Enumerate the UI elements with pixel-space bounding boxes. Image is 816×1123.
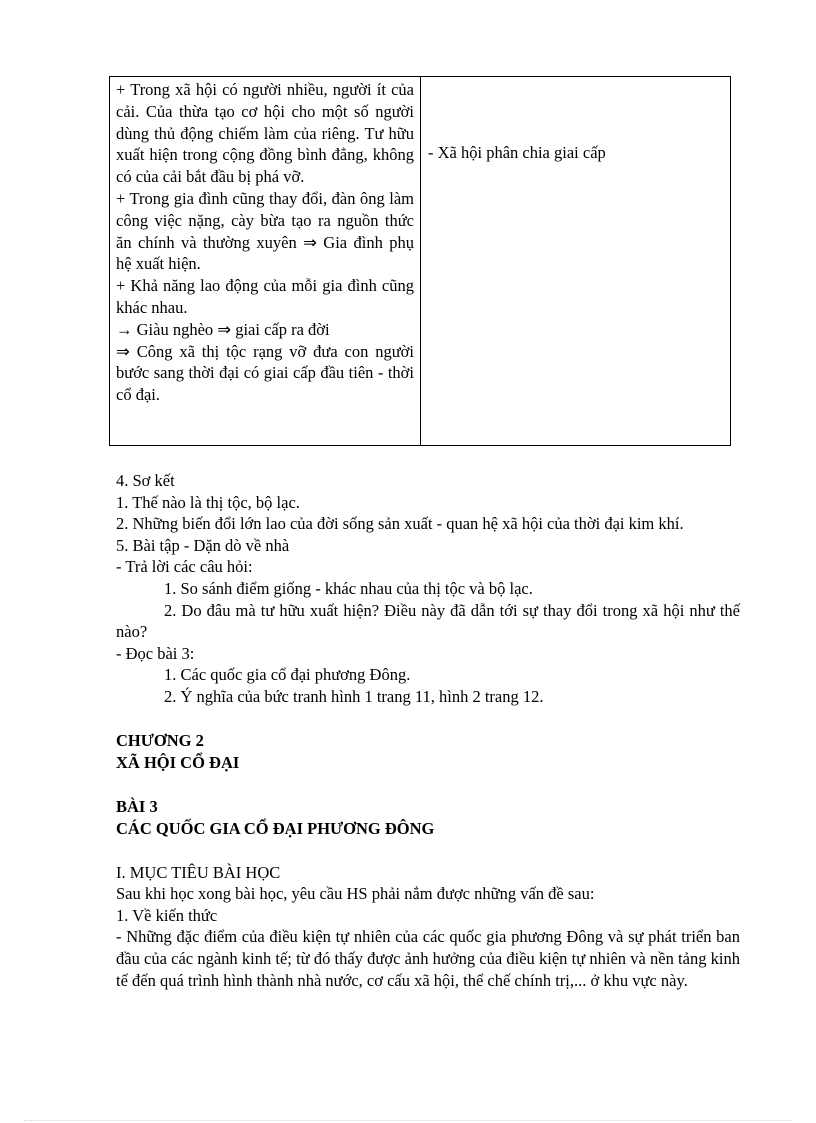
- table-paragraph-3: + Khả năng lao động của mỗi gia đình cũng khác nhau.: [116, 276, 414, 317]
- chapter-title: XÃ HỘI CỔ ĐẠI: [116, 752, 240, 772]
- table-paragraph-4: → Giàu nghèo ⇒ giai cấp ra đời: [116, 319, 330, 339]
- objectives-heading: I. MỤC TIÊU BÀI HỌC: [116, 862, 281, 882]
- homework-answer-label: - Trả lời các câu hỏi:: [116, 557, 253, 577]
- objectives-intro: Sau khi học xong bài học, yêu cầu HS phải nắm được những vấn đề sau:: [116, 884, 595, 904]
- homework-read-1: 1. Các quốc gia cổ đại phương Đông.: [164, 665, 411, 685]
- objectives-subheading: 1. Về kiến thức: [116, 905, 218, 925]
- lesson-title: CÁC QUỐC GIA CỔ ĐẠI PHƯƠNG ĐÔNG: [116, 818, 435, 838]
- table-paragraph-1: + Trong xã hội có người nhiều, người ít của cải. Của thừa tạo cơ hội cho một số người dùng thủ động chiếm làm của riêng. Tư hữu xuất hiện trong cộng đồng bình đẳng, không có của cải bắt đầu bị phá vỡ.: [116, 80, 414, 187]
- table-left-cell: [110, 77, 421, 445]
- homework-answer-2: 2. Do đâu mà tư hữu xuất hiện? Điều này đã dẫn tới sự thay đổi trong xã hội như thế nào?: [116, 600, 740, 642]
- chapter-label: CHƯƠNG 2: [116, 730, 204, 750]
- summary-question-1: 1. Thế nào là thị tộc, bộ lạc.: [116, 492, 300, 512]
- objectives-paragraph: - Những đặc điểm của điều kiện tự nhiên của các quốc gia phương Đông và sự phát triển ban đầu của các ngành kinh tế; từ đó thấy được ảnh hưởng của điều kiện tự nhiên và nền tảng kinh tế đến quá trình hình thành nhà nước, cơ cấu xã hội, thể chế chính trị,... ở khu vực này.: [116, 927, 740, 990]
- table-right-cell: [421, 77, 730, 445]
- page-bottom-divider: [24, 1120, 792, 1121]
- document-body: [116, 470, 740, 991]
- homework-answer-1: 1. So sánh điểm giống - khác nhau của thị tộc và bộ lạc.: [164, 578, 533, 598]
- homework-read-2: 2. Ý nghĩa của bức tranh hình 1 trang 11, hình 2 trang 12.: [164, 686, 544, 706]
- lesson-label: BÀI 3: [116, 796, 158, 816]
- homework-read-label: - Đọc bài 3:: [116, 643, 195, 663]
- table-right-text: - Xã hội phân chia giai cấp: [428, 143, 606, 162]
- table-paragraph-5: ⇒ Công xã thị tộc rạng vỡ đưa con người bước sang thời đại có giai cấp đầu tiên - thời cổ đại.: [116, 341, 414, 405]
- content-table: [109, 76, 731, 446]
- table-paragraph-2: + Trong gia đình cũng thay đổi, đàn ông làm công việc nặng, cày bừa tạo ra nguồn thức ăn chính và thường xuyên ⇒ Gia đình phụ hệ xuất hiện.: [116, 188, 414, 274]
- summary-question-2: 2. Những biến đổi lớn lao của đời sống sản xuất - quan hệ xã hội của thời đại kim khí.: [116, 514, 684, 534]
- homework-heading: 5. Bài tập - Dặn dò về nhà: [116, 535, 290, 555]
- summary-heading: 4. Sơ kết: [116, 471, 175, 490]
